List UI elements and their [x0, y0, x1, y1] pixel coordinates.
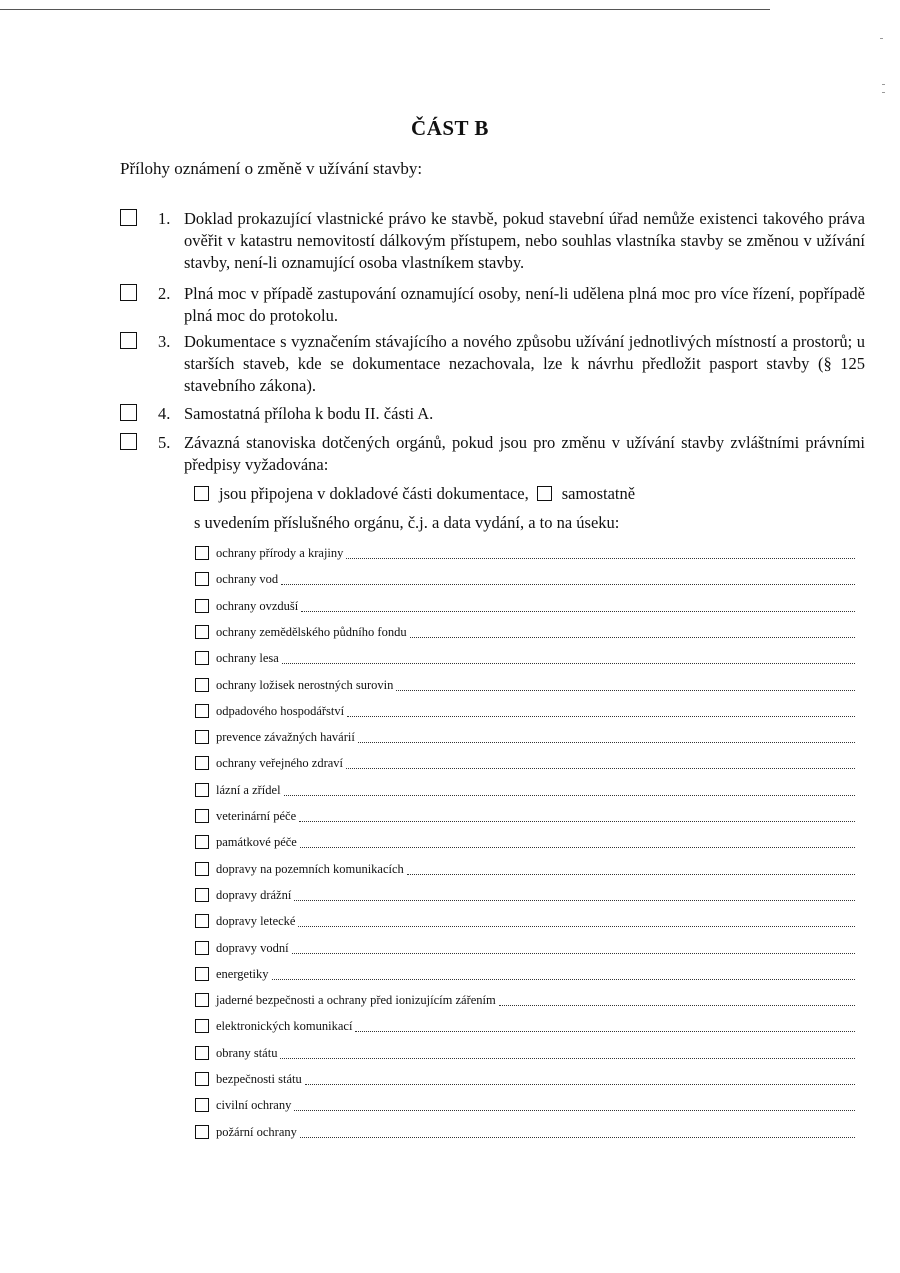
sector-checkbox[interactable] — [195, 1125, 209, 1139]
sector-label: ochrany ovzduší — [216, 598, 299, 613]
sector-label: obrany státu — [216, 1045, 278, 1060]
sector-checkbox[interactable] — [195, 625, 209, 639]
scan-speck — [880, 38, 883, 39]
sector-row — [195, 699, 855, 719]
sector-label: odpadového hospodářství — [216, 703, 345, 718]
sector-row — [195, 567, 855, 587]
sector-row — [195, 620, 855, 640]
sector-row — [195, 594, 855, 614]
sector-row — [195, 1093, 855, 1113]
sector-row — [195, 725, 855, 745]
sector-label: ochrany lesa — [216, 651, 279, 666]
sector-checkbox[interactable] — [195, 1019, 209, 1033]
scan-speck — [882, 84, 885, 85]
attachment-2-checkbox[interactable] — [120, 284, 137, 301]
attachment-item-5 — [120, 432, 865, 476]
sector-row — [195, 541, 855, 561]
sector-fill-line[interactable] — [396, 689, 855, 691]
sector-fill-line[interactable] — [346, 767, 855, 769]
sector-fill-line[interactable] — [358, 741, 855, 743]
sector-checkbox[interactable] — [195, 783, 209, 797]
sector-checkbox[interactable] — [195, 967, 209, 981]
sector-row — [195, 1014, 855, 1034]
sector-label: požární ochrany — [216, 1124, 297, 1139]
sector-row — [195, 883, 855, 903]
sector-fill-line[interactable] — [410, 636, 855, 638]
sector-fill-line[interactable] — [301, 610, 855, 612]
sector-row — [195, 1041, 855, 1061]
sector-checkbox[interactable] — [195, 941, 209, 955]
sector-fill-line[interactable] — [305, 1083, 855, 1085]
sector-label: dopravy drážní — [216, 887, 292, 902]
attachments-intro: Přílohy oznámení o změně v užívání stavby: — [120, 159, 423, 178]
opinions-attachment-choice — [194, 484, 635, 504]
sector-fill-line[interactable] — [299, 820, 855, 822]
sector-label: energetiky — [216, 966, 269, 981]
attachment-1-checkbox[interactable] — [120, 209, 137, 226]
sector-label: civilní ochrany — [216, 1098, 292, 1113]
sector-checkbox[interactable] — [195, 888, 209, 902]
attached-in-documentation-label: jsou připojena v dokladové části dokumentace, — [219, 484, 529, 503]
sector-fill-line[interactable] — [294, 1109, 855, 1111]
sector-row — [195, 857, 855, 877]
sector-fill-line[interactable] — [298, 925, 855, 927]
attachment-item-4 — [120, 403, 865, 425]
item-text: Plná moc v případě zastupování oznamující osoby, není-li udělena plná moc pro více řízení, popřípadě plná moc do protokolu. — [184, 284, 865, 325]
sector-checkbox[interactable] — [195, 546, 209, 560]
item-number: 4. — [158, 404, 171, 423]
sector-fill-line[interactable] — [355, 1030, 855, 1032]
sector-row — [195, 988, 855, 1008]
attachment-item-2 — [120, 283, 865, 327]
sector-checkbox[interactable] — [195, 993, 209, 1007]
sector-fill-line[interactable] — [499, 1004, 855, 1006]
sector-label: památkové péče — [216, 835, 297, 850]
sector-checkbox[interactable] — [195, 730, 209, 744]
sector-checkbox[interactable] — [195, 572, 209, 586]
sector-row — [195, 751, 855, 771]
sector-label: lázní a zřídel — [216, 782, 281, 797]
sector-label: dopravy na pozemních komunikacích — [216, 861, 404, 876]
sector-label: ochrany přírody a krajiny — [216, 546, 344, 560]
attachment-5-checkbox[interactable] — [120, 433, 137, 450]
attachment-3-checkbox[interactable] — [120, 332, 137, 349]
sector-checkbox[interactable] — [195, 1046, 209, 1060]
sector-row — [195, 830, 855, 850]
sector-label: ochrany vod — [216, 572, 279, 587]
sector-label: prevence závažných havárií — [216, 730, 355, 745]
sector-label: elektronických komunikací — [216, 1019, 353, 1034]
sector-row — [195, 1067, 855, 1087]
sector-label: dopravy vodní — [216, 940, 289, 955]
sector-fill-line[interactable] — [272, 978, 855, 980]
sector-checkbox[interactable] — [195, 756, 209, 770]
sector-row — [195, 962, 855, 982]
sector-row — [195, 673, 855, 693]
item-text: Doklad prokazující vlastnické právo ke stavbě, pokud stavební úřad nemůže existenci takového práva ověřit v katastru nemovitostí dálkovým přístupem, nebo souhlas vlastníka stavby se změnou v užívání stavby, není-li oznamující osoba vlastníkem stavby. — [184, 209, 865, 272]
sector-fill-line[interactable] — [300, 846, 855, 848]
attachment-4-checkbox[interactable] — [120, 404, 137, 421]
sector-subheading: s uvedením příslušného orgánu, č.j. a data vydání, a to na úseku: — [194, 513, 620, 532]
item-text: Dokumentace s vyznačením stávajícího a nového způsobu užívání jednotlivých místností a prostorů; u starších staveb, kde se dokumentace nezachovala, lze k návrhu předložit pasport stavby (§ 125 stavebního zákona). — [184, 332, 865, 395]
sector-row — [195, 804, 855, 824]
sector-fill-line[interactable] — [347, 715, 855, 717]
sector-label: jaderné bezpečnosti a ochrany před ionizujícím zářením — [216, 993, 496, 1008]
sector-fill-line[interactable] — [280, 1057, 855, 1059]
sector-checkbox[interactable] — [195, 1098, 209, 1112]
sector-checkbox[interactable] — [195, 599, 209, 613]
sector-row — [195, 646, 855, 666]
sector-label: ochrany zemědělského půdního fondu — [216, 624, 407, 639]
scan-speck — [882, 92, 885, 93]
sector-fill-line[interactable] — [281, 583, 855, 585]
sector-fill-line[interactable] — [300, 1136, 855, 1138]
sector-checkbox[interactable] — [195, 678, 209, 692]
sector-checkbox[interactable] — [195, 651, 209, 665]
item-number: 3. — [158, 332, 171, 351]
sector-checkbox[interactable] — [195, 1072, 209, 1086]
attachment-item-3 — [120, 331, 865, 397]
item-text: Samostatná příloha k bodu II. části A. — [184, 404, 434, 423]
attached-in-documentation-checkbox[interactable] — [194, 486, 209, 501]
item-number: 2. — [158, 284, 171, 303]
sector-fill-line[interactable] — [294, 899, 855, 901]
sector-fill-line[interactable] — [346, 557, 855, 559]
sector-label: ochrany veřejného zdraví — [216, 756, 344, 771]
separately-checkbox[interactable] — [537, 486, 552, 501]
section-heading: ČÁST B — [411, 116, 489, 140]
sector-fill-line[interactable] — [282, 662, 855, 664]
sector-checkbox[interactable] — [195, 809, 209, 823]
sector-label: ochrany ložisek nerostných surovin — [216, 677, 394, 692]
separately-label: samostatně — [561, 484, 636, 503]
sector-row — [195, 778, 855, 798]
sector-row — [195, 1120, 855, 1140]
sector-fill-line[interactable] — [407, 873, 855, 875]
sector-label: dopravy letecké — [216, 914, 296, 929]
item-text: Závazná stanoviska dotčených orgánů, pokud jsou pro změnu v užívání stavby zvláštními právními předpisy vyžadována: — [184, 433, 865, 474]
top-rule — [0, 9, 770, 10]
item-number: 5. — [158, 433, 171, 452]
sector-label: bezpečnosti státu — [216, 1072, 302, 1086]
sector-checkbox[interactable] — [195, 914, 209, 928]
attachment-item-1 — [120, 208, 865, 274]
sector-fill-line[interactable] — [284, 794, 855, 796]
sector-label: veterinární péče — [216, 809, 297, 823]
sector-row — [195, 909, 855, 929]
item-number: 1. — [158, 209, 171, 228]
sector-checkbox[interactable] — [195, 862, 209, 876]
sector-row — [195, 936, 855, 956]
sector-checkbox[interactable] — [195, 704, 209, 718]
sector-fill-line[interactable] — [292, 952, 855, 954]
sector-checkbox[interactable] — [195, 835, 209, 849]
